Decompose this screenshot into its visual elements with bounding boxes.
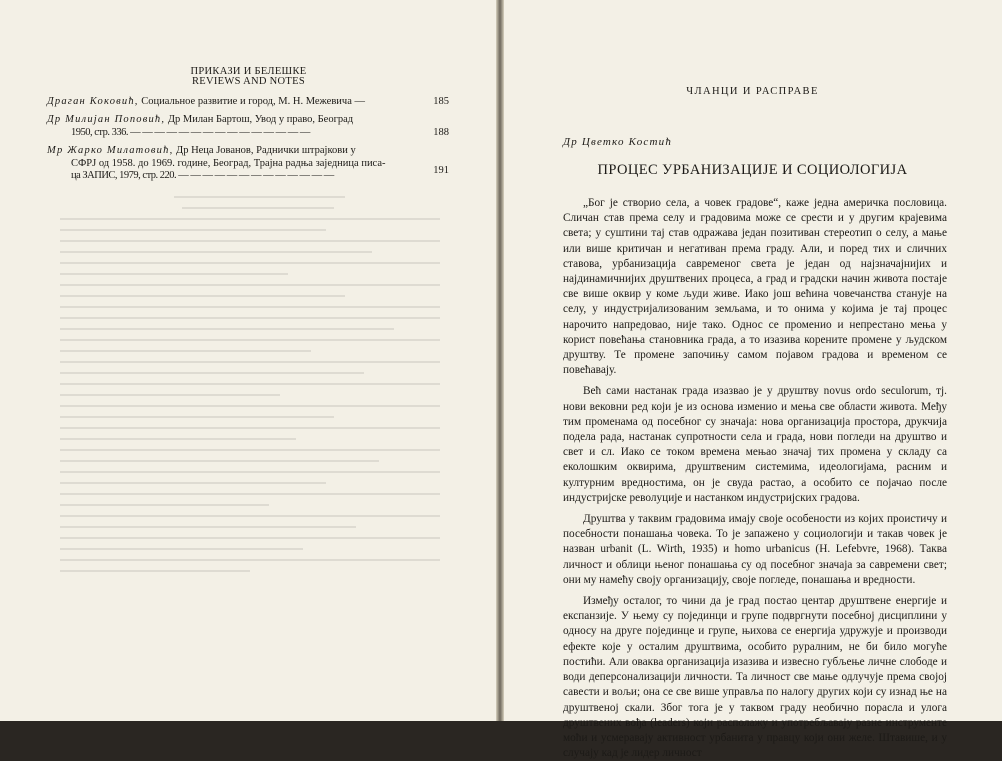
article-title: ПРОЦЕС УРБАНИЗАЦИЈЕ И СОЦИОЛОГИЈА	[597, 162, 908, 178]
toc-author: Мр Жарко Милатовић,	[47, 145, 174, 157]
toc-title-line: СФРЈ од 1958. до 1969. године, Београд, Трајна радња заједница писа-	[71, 157, 386, 169]
show-through-text	[60, 196, 440, 666]
toc-page-number: 191	[433, 165, 449, 177]
toc-title-line: Др Милан Бартош, Увод у право, Београд	[167, 114, 354, 126]
section-heading: ЧЛАНЦИ И РАСПРАВЕ	[686, 86, 819, 97]
toc-page-number: 185	[433, 96, 449, 107]
toc-page-number: 188	[433, 127, 449, 139]
toc-author: Драган Коковић,	[47, 96, 139, 107]
article-paragraph: Већ сами настанак града изазвао је у друштву novus ordo seculorum, тј. нови вековни ред који је из основа изменио и мења све области живота. Међу тим променама од посебног су значаја: нова организација простора, друкчија подела рада, настанак супротности села и града, нови погледи на друштво и свет и сл. Иако се током времена мењао значај тих промена у складу са еколошким оквирима, друштвеним системима, идеологијама, расним и културним вредностима, он је свуда растао, а особито се појачао после индустријске револуције и настанком индустријских градова.	[563, 385, 947, 504]
reviews-heading-latin: REVIEWS AND NOTES	[191, 76, 305, 87]
article-body	[563, 196, 947, 761]
article-paragraph: Друштва у таквим градовима имају своје особености из којих проистичу и посебности понашања човека. То је запажено у социологији и такав човек је назван urbanit (L. Wirth, 1935) и homo urbanicus (H. Lefebvre, 1968). Таква личност и облици њеног понашања су од посебног значаја за савремени свет; они му намећу своју организацију, своје погледе, понашања и вредности.	[563, 513, 947, 586]
toc-author: Др Милијан Поповић,	[47, 114, 166, 126]
reviews-heading-cyrillic: ПРИКАЗИ И БЕЛЕШКЕ	[190, 66, 307, 77]
toc-entry	[47, 145, 449, 182]
table-of-contents	[47, 96, 449, 188]
article-author: Др Цветко Костић	[563, 136, 673, 148]
toc-title-line: ца ЗАПИС, 1979, стр. 220. — — — — — — — — — — — — —	[71, 170, 334, 182]
toc-title-line: Социальное развитие и город, М. Н. Межевича —	[141, 96, 365, 107]
toc-title-line: Др Неца Јованов, Раднички штрајкови у	[176, 145, 356, 157]
toc-entry	[47, 96, 449, 108]
article-paragraph: Између осталог, то чини да је град постао центар друштвене енергије и експанзије. У њему су појединци и групе подвргнути посебној дисциплини у односу на друге појединце и групе, њихова се енергија удружује и производи ефекте које у осталим друштвима, особито руралним, не би било могуће постићи. Али оваква организација изазива и извесно губљење личне слободе и води деперсонализацији личности. Та личност све мање одлучује према својој савести и вољи; она се све више управља по налогу других који су изнад ње на друштвеној скали. Због тога је у таквом граду необично порасла и улога друштвених вођа (leaders) који располажу и употребљавају разне инструменте моћи и усмеравају активност урбанита у правцу који они желе. Штавише, и у случају кад је лидер личност	[563, 595, 947, 760]
toc-entry	[47, 114, 449, 139]
toc-title-line: 1950, стр. 336. — — — — — — — — — — — — — — —	[71, 126, 310, 138]
article-paragraph: „Бог је створио села, а човек градове“, каже једна америчка пословица. Сличан став према селу и градовима може се срести и у другим крајевима света; у суштини тај став одражава један позитиван стереотип о селу, а мање или више критичан и негативан према граду. Али, и поред тих и сличних ставова, урбанизација савременог света је један од најзначајнијих и најдинамичнијих друштвених процеса, а град и градски начин живота постаје све више оквир у коме људи живе. Иако још већина човечанства станује на селу, у индустријализованим земљама, и то онима у којима је тај процес нарочито напредовао, није тако. Однос се променио и непрестано мења у корист повећања становника града, а то изазива корените промене у људском друштву. Те промене започињу самом појавом градова и временом се повећавају.	[563, 197, 947, 377]
